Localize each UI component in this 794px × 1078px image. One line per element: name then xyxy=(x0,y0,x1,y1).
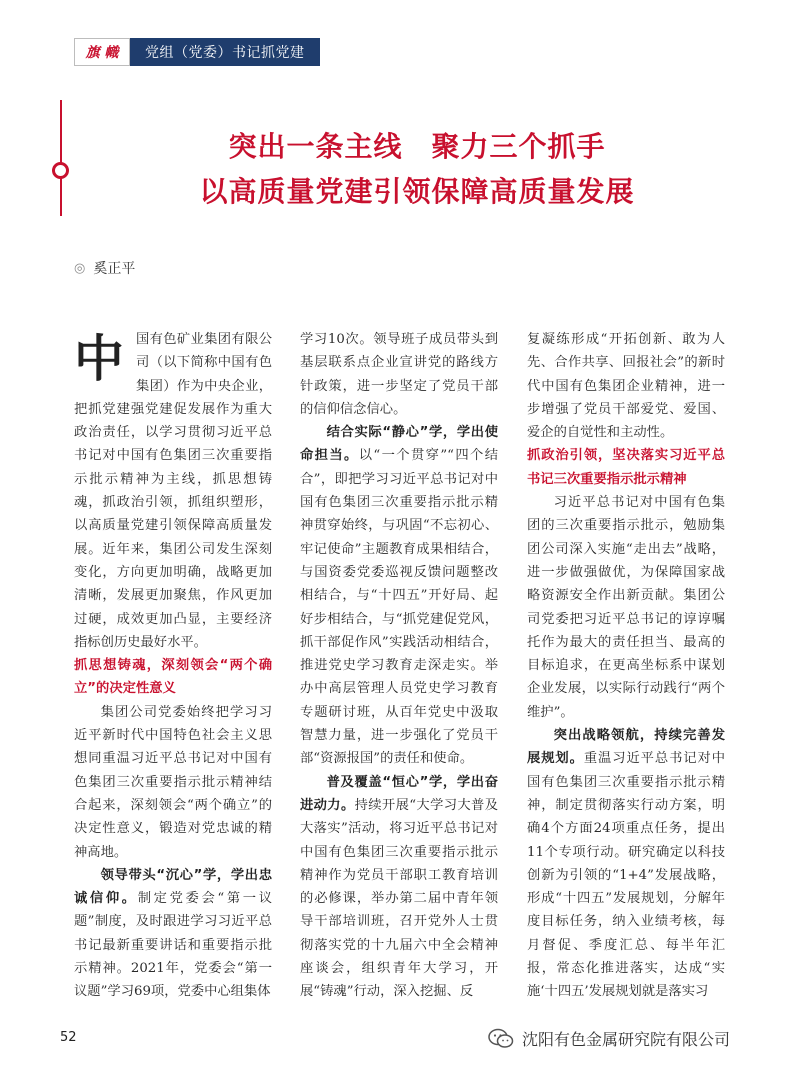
byline-mark-icon: ◎ xyxy=(74,260,86,276)
paragraph: 集团公司党委始终把学习习近平新时代中国特色社会主义思想同重温习近平总书记对中国有色集团三次重要指示批示精神结合起来，深刻领会“两个确立”的决定性意义，锻造对党忠诚的精神高地。 xyxy=(74,704,272,860)
page-number: 52 xyxy=(60,1030,77,1045)
text-column-2 xyxy=(300,328,498,1004)
paragraph xyxy=(300,421,498,770)
intro-text: 国有色矿业集团有限公司（以下简称中国有色集团）作为中央企业，把抓党建强党建促发展作为重大政治责任，以学习贯彻习近平总书记对中国有色集团三次重要指示批示精神为主线，抓思想铸魂，抓政治引领，抓组织塑形，以高质量党建引领保障高质量发展。近年来，集团公司发生深刻变化，方向更加明确，战略更加清晰，发展更加聚焦，作风更加过硬，成效更加凸显，主要经济指标创历史最好水平。 xyxy=(74,332,272,650)
subheading-2: 抓政治引领，坚决落实习近平总书记三次重要指示批示精神 xyxy=(527,448,725,487)
paragraph-lead: 领导带头“沉心”学，学出忠诚信仰。 xyxy=(74,867,272,907)
text-column-1 xyxy=(74,328,272,1004)
section-header xyxy=(74,38,320,66)
paragraph-lead: 结合实际“静心”学，学出使命担当。 xyxy=(300,425,498,464)
paragraph xyxy=(300,771,498,1004)
paragraph xyxy=(74,864,272,1004)
paragraph: 复凝练形成“开拓创新、敢为人先、合作共享、回报社会”的新时代中国有色集团企业精神，进一步增强了党员干部爱党、爱国、爱企的自觉性和主动性。 xyxy=(527,332,725,441)
paragraph: 习近平总书记对中国有色集团的三次重要指示批示，勉励集团公司深入实施“走出去”战略，进一步做强做优，为保障国家战略资源安全作出新贡献。集团公司党委把习近平总书记的谆谆嘱托作为最大的责任担当、最高的目标追求，在更高坐标系中谋划企业发展，以实际行动践行“两个维护”。 xyxy=(527,495,725,720)
paragraph: 学习10次。领导班子成员带头到基层联系点企业宣讲党的路线方针政策，进一步坚定了党员干部的信仰信念信心。 xyxy=(300,332,498,417)
author-name: 奚正平 xyxy=(93,261,136,277)
wechat-icon xyxy=(488,1028,514,1050)
article-title-line2: 以高质量党建引领保障高质量发展 xyxy=(199,175,635,208)
source-name: 沈阳有色金属研究院有限公司 xyxy=(522,1030,731,1049)
source-watermark xyxy=(488,1027,730,1050)
section-label: 党组（党委）书记抓党建 xyxy=(130,38,320,66)
paragraph-text: 制定党委会“第一议题”制度，及时跟进学习习近平总书记最新重要讲话和重要指示批示精神。2021年，党委会“第一议题”学习69项，党委中心组集体 xyxy=(74,891,272,1000)
subheading-1: 抓思想铸魂，深刻领会“两个确立”的决定性意义 xyxy=(74,658,272,697)
paragraph-text: 持续开展“大学习大普及大落实”活动，将习近平总书记对中国有色集团三次重要指示批示精神作为党员干部职工教育培训的必修课，举办第二届中青年领导干部培训班，召开党外人士贯彻落实党的十九届六中全会精神座谈会，组织青年大学习，开展“铸魂”行动，深入挖掘、反 xyxy=(300,797,498,1000)
paragraph-text: 重温习近平总书记对中国有色集团三次重要指示批示精神，制定贯彻落实行动方案，明确4个方面24项重点任务，提出11个专项行动。研究确定以科技创新为引领的“1+4”发展战略，形成“十四五”发展规划，分解年度目标任务，纳入业绩考核，每月督促、季度汇总、每半年汇报，常态化推进落实，达成“实施‘十四五’发展规划就是落实习 xyxy=(527,751,726,1000)
paragraph-text: 以“一个贯穿”“四个结合”，即把学习习近平总书记对中国有色集团三次重要指示批示精神贯穿始终，与巩固“不忘初心、牢记使命”主题教育成果相结合，与国资委党委巡视反馈问题整改相结合，与“十四五”开好局、起好步相结合，与“抓党建促党风，抓干部促作风”实践活动相结合，推进党史学习教育走深走实。举办中高层管理人员党史学习教育专题研讨班，从百年党史中汲取智慧力量，进一步强化了党员干部“资源报国”的责任和使命。 xyxy=(300,448,499,767)
paragraph xyxy=(527,724,725,1004)
intro-paragraph xyxy=(74,328,272,654)
decorative-line-bottom xyxy=(60,176,62,216)
article-title-line1: 突出一条主线 聚力三个抓手 xyxy=(228,130,606,163)
magazine-logo: 旗 幟 xyxy=(74,38,130,66)
byline xyxy=(74,258,135,278)
paragraph-lead: 普及覆盖“恒心”学，学出奋进动力。 xyxy=(300,774,498,813)
decorative-line-top xyxy=(60,100,62,164)
drop-cap: 中 xyxy=(74,330,124,388)
paragraph-lead: 突出战略领航，持续完善发展规划。 xyxy=(527,728,725,767)
text-column-3 xyxy=(527,328,725,1004)
